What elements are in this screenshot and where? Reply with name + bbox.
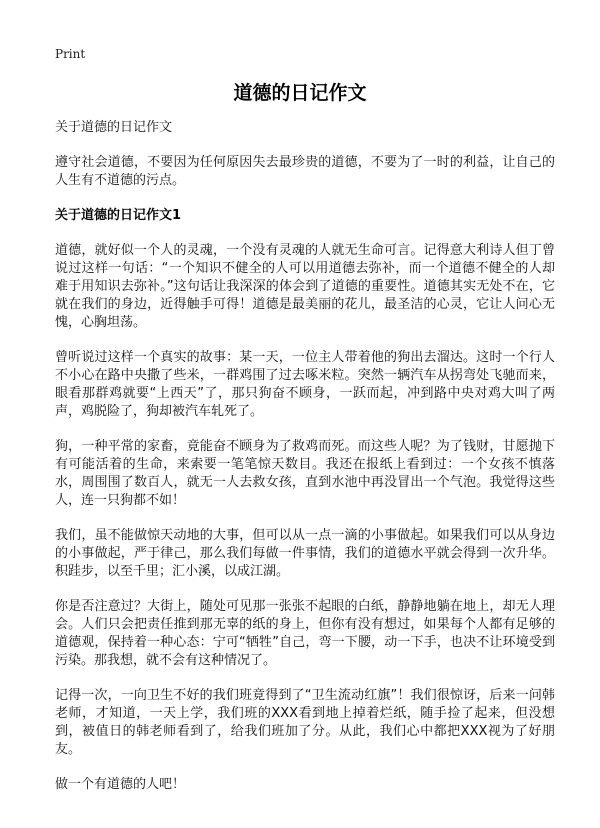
paragraph: 道德，就好似一个人的灵魂，一个没有灵魂的人就无生命可言。记得意大利诗人但丁曾说过这样一句话：“一个知识不健全的人可以用道德去弥补，而一个道德不健全的人却难于用知识去弥补。”这句话让我深深的体会到了道德的重要性。道德其实无处不在，它就在我们的身边，近得触手可得！道德是最美丽的花儿，最圣洁的心灵，它让人问心无愧，心胸坦荡。 <box>55 243 555 330</box>
paragraph: 狗，一种平常的家畜，竟能奋不顾身为了救鸡而死。而这些人呢？为了钱财，甘愿抛下有可能活着的生命，来索要一笔笔惊天数目。我还在报纸上看到过：一个女孩不慎落水，周围围了数百人，就无一人去救女孩，直到水池中再没冒出一个气泡。我觉得这些人，连一只狗都不如！ <box>55 439 555 508</box>
paragraph: 记得一次，一向卫生不好的我们班竟得到了“卫生流动红旗”！我们很惊讶，后来一问韩老师，才知道，一天上学，我们班的XXX看到地上掉着烂纸，随手捡了起来，但没想到，被值日的韩老师看到了，给我们班加了分。从此，我们心中都把XXX视为了好朋友。 <box>55 688 555 757</box>
page-title: 道德的日记作文 <box>233 82 367 104</box>
section-heading: 关于道德的日记作文1 <box>55 208 182 223</box>
paragraph: 曾听说过这样一个真实的故事：某一天，一位主人带着他的狗出去溜达。这时一个行人不小心在路中央撒了些米，一群鸡围了过去啄米粒。突然一辆汽车从拐弯处飞驰而来，眼看那群鸡就要“上西天”了，那只狗奋不顾身，一跃而起，冲到路中央对鸡大叫了两声，鸡脱险了，狗却被汽车轧死了。 <box>55 350 555 419</box>
paragraph: 你是否注意过？大街上，随处可见那一张张不起眼的白纸，静静地躺在地上，却无人理会。人们只会把责任推到那无辜的纸的身上，但你有没有想过，如果每个人都有足够的道德观，保持着一种心态：宁可“牺牲”自己，弯一下腰，动一下手，也决不让环境受到污染。那我想，就不会有这种情况了。 <box>55 599 555 668</box>
article-body <box>55 119 555 811</box>
paragraph: 我们，虽不能做惊天动地的大事，但可以从一点一滴的小事做起。如果我们可以从身边的小事做起，严于律己，那么我们每做一件事情，我们的道德水平就会得到一次升华。积跬步，以至千里；汇小溪，以成江湖。 <box>55 528 555 579</box>
article-subtitle: 关于道德的日记作文 <box>55 120 173 135</box>
closing-paragraph: 做一个有道德的人吧！ <box>55 777 186 792</box>
intro-paragraph: 遵守社会道德，不要因为任何原因失去最珍贵的道德，不要为了一时的利益，让自己的人生有不道德的污点。 <box>55 155 555 188</box>
print-link[interactable]: Print <box>55 47 86 61</box>
